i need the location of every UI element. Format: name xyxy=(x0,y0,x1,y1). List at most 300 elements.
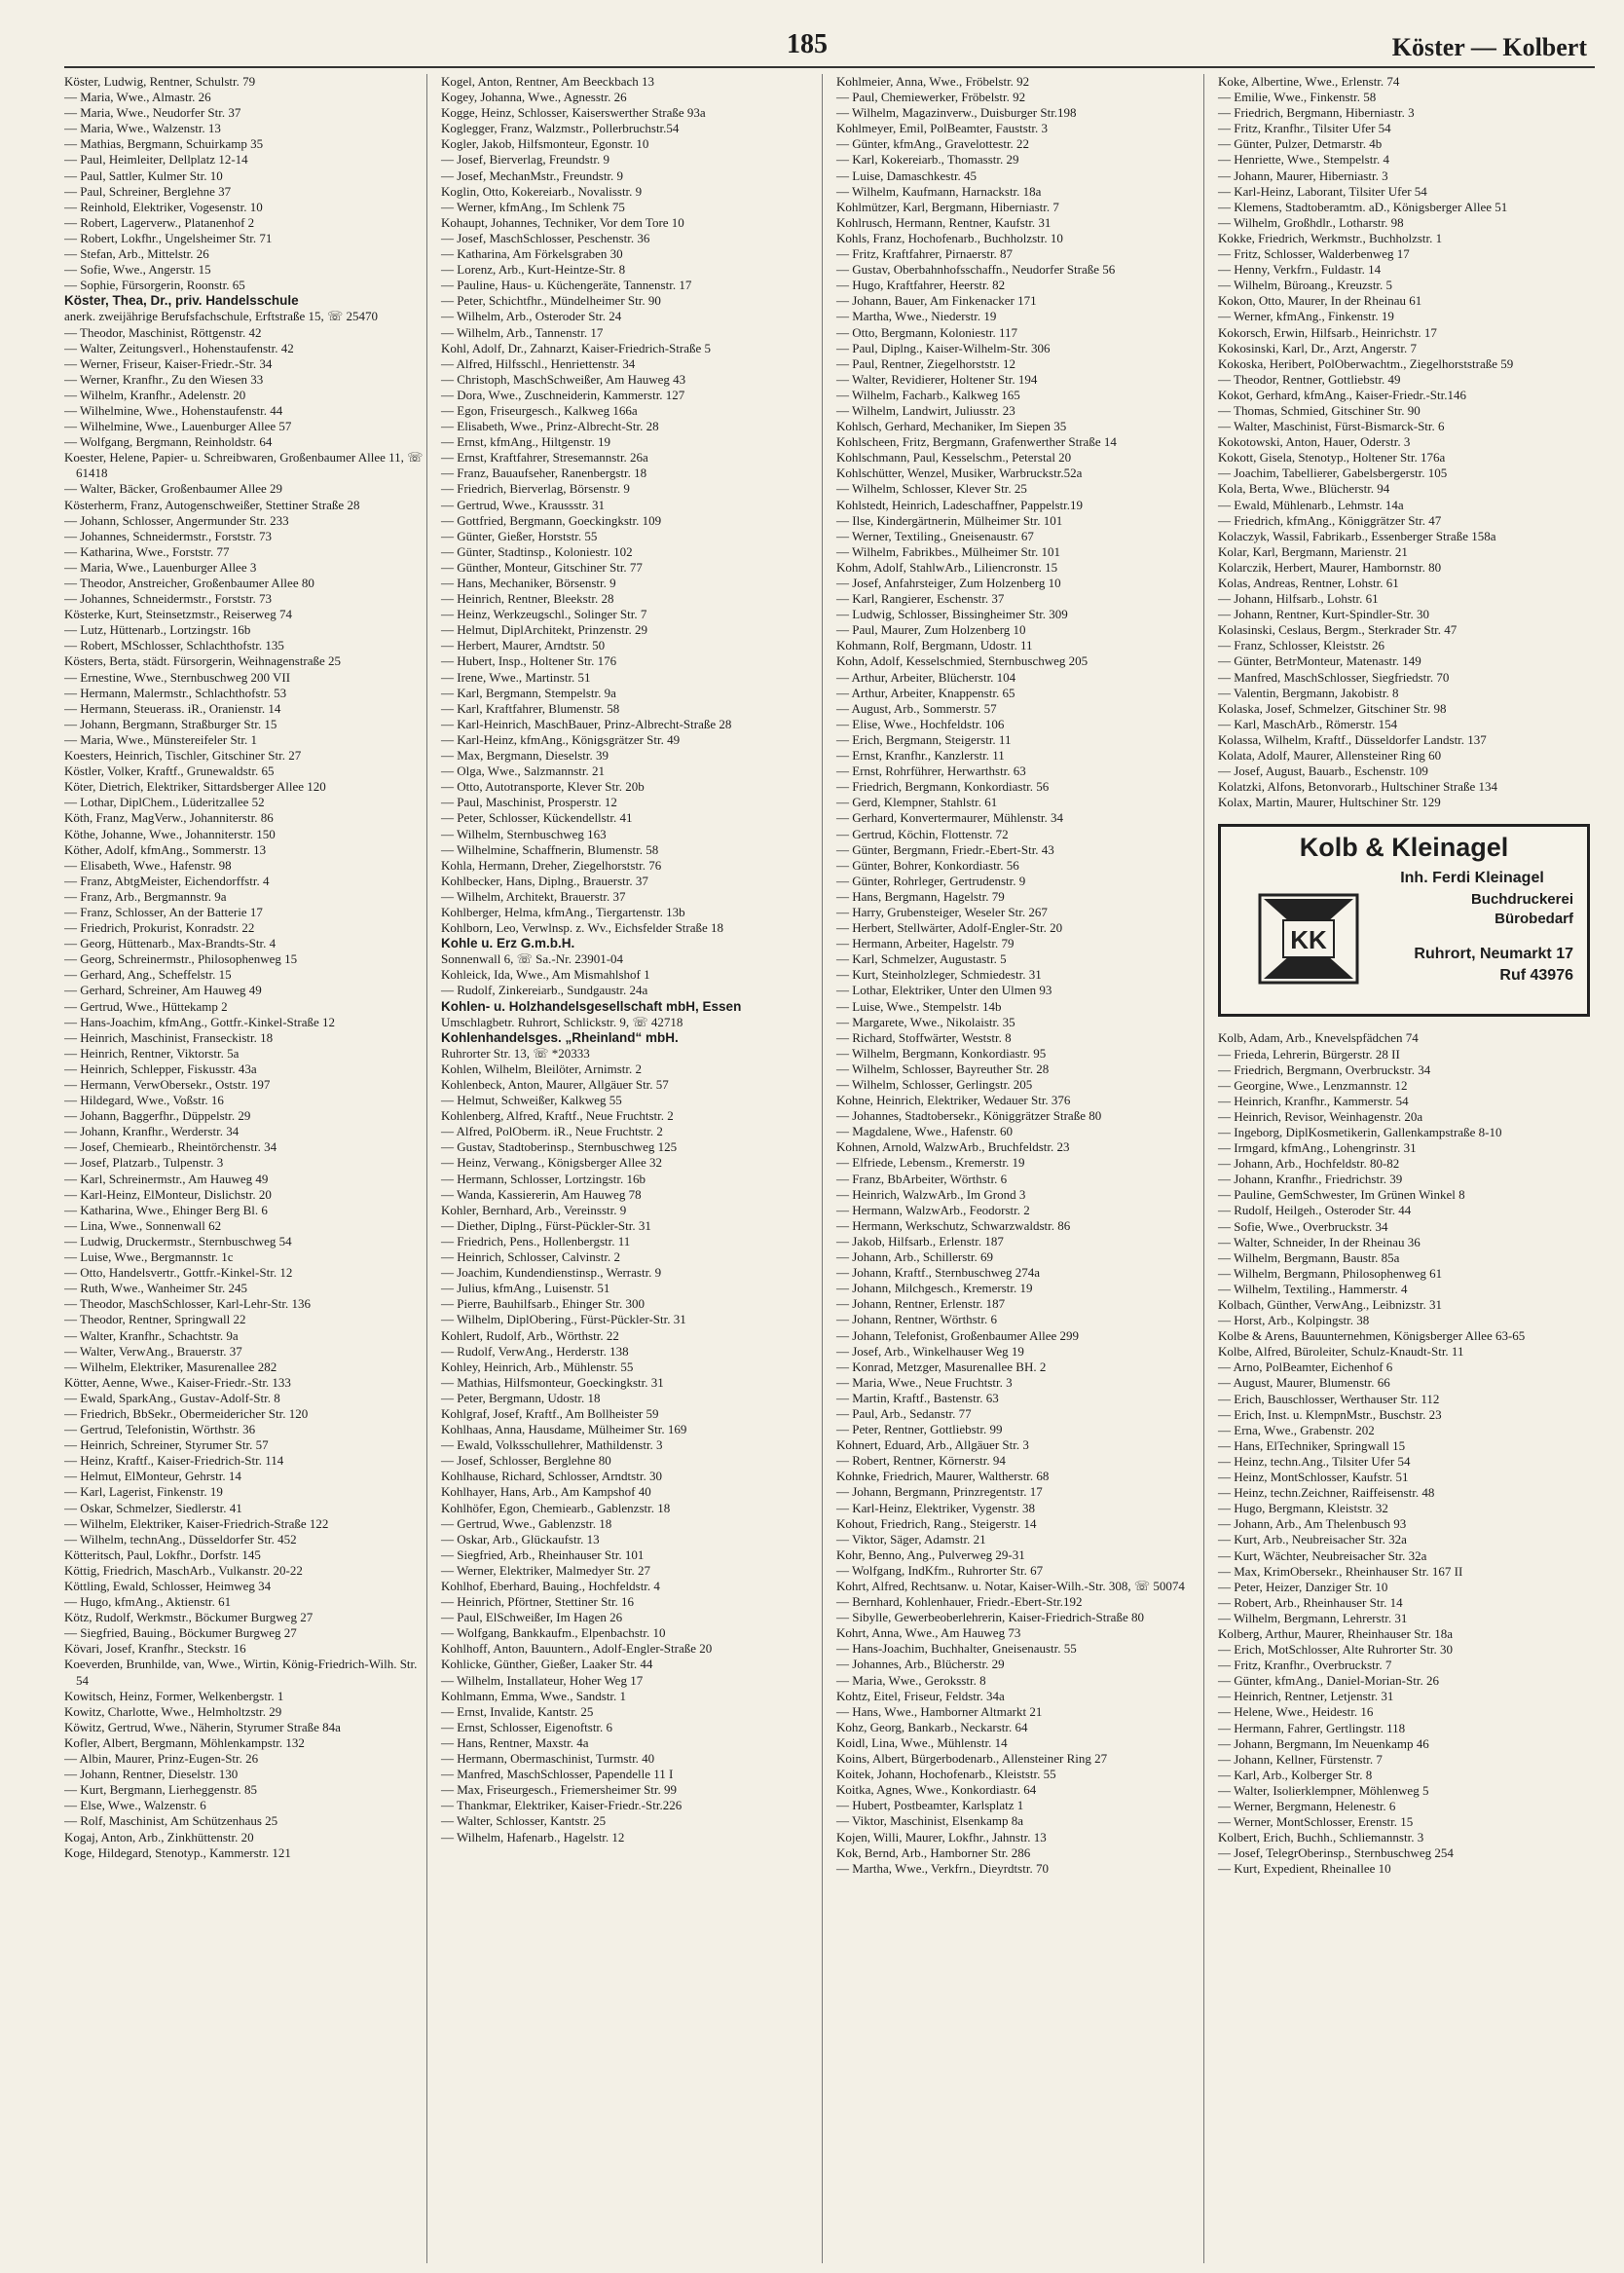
directory-entry: — Heinrich, Kranfhr., Kammerstr. 54 xyxy=(1218,1093,1409,1108)
directory-entry: — Günter, kfmAng., Gravelottestr. 22 xyxy=(836,136,1030,152)
directory-entry: — Josef, Schlosser, Berglehne 80 xyxy=(441,1453,611,1469)
directory-entry: Kohlschmann, Paul, Kesselschm., Peterstal 20 xyxy=(836,450,1072,466)
directory-entry: — Karl, Rangierer, Eschenstr. 37 xyxy=(836,591,1005,607)
directory-entry: — Franz, Arb., Bergmannstr. 9a xyxy=(64,888,227,904)
directory-entry: — Paul, Maurer, Zum Holzenberg 10 xyxy=(836,622,1026,638)
directory-entry: — Thankmar, Elektriker, Kaiser-Friedr.-Str.226 xyxy=(441,1798,683,1813)
directory-entry: Köstler, Volker, Kraftf., Grunewaldstr. 65 xyxy=(64,764,275,779)
directory-entry: — Karl-Heinz, ElMonteur, Dislichstr. 20 xyxy=(64,1186,272,1202)
directory-entry: — Johann, Bauer, Am Finkenacker 171 xyxy=(836,293,1037,309)
directory-entry: Kolarczik, Herbert, Maurer, Hambornstr. 80 xyxy=(1218,559,1442,575)
directory-entry: — Wilhelm, Großhdlr., Lotharstr. 98 xyxy=(1218,214,1404,230)
directory-entry: Kötter, Aenne, Wwe., Kaiser-Friedr.-Str. 133 xyxy=(64,1374,291,1390)
directory-entry: — Walter, Zeitungsverl., Hohenstaufenstr. 42 xyxy=(64,340,294,355)
directory-entry: — August, Maurer, Blumenstr. 66 xyxy=(1218,1375,1390,1391)
directory-entry: — Paul, Schreiner, Berglehne 37 xyxy=(64,183,232,199)
directory-entry: — Hugo, kfmAng., Aktienstr. 61 xyxy=(64,1594,232,1610)
directory-entry: Kolas, Andreas, Rentner, Lohstr. 61 xyxy=(1218,576,1399,590)
directory-entry: Kokon, Otto, Maurer, In der Rheinau 61 xyxy=(1218,293,1422,309)
directory-entry: — Johannes, Arb., Blücherstr. 29 xyxy=(836,1657,1005,1672)
directory-entry: — Wilhelm, Hafenarb., Hagelstr. 12 xyxy=(441,1829,625,1844)
directory-entry: — Wilhelm, Arb., Tannenstr. 17 xyxy=(441,324,604,340)
directory-entry: — Walter, Isolierklempner, Möhlenweg 5 xyxy=(1218,1782,1429,1798)
directory-entry: — Josef, MaschSchlosser, Peschenstr. 36 xyxy=(441,230,650,245)
directory-entry: Kohlsch, Gerhard, Mechaniker, Im Siepen 35 xyxy=(836,419,1067,434)
directory-entry: Kolberg, Arthur, Maurer, Rheinhauser Str. 18a xyxy=(1218,1625,1453,1641)
directory-entry: — Sofie, Wwe., Overbruckstr. 34 xyxy=(1218,1218,1388,1234)
directory-entry: — Friedrich, Bergmann, Hiberniastr. 3 xyxy=(1218,105,1415,121)
directory-entry: — Johann, Milchgesch., Kremerstr. 19 xyxy=(836,1281,1033,1296)
directory-entry: — Sibylle, Gewerbeoberlehrerin, Kaiser-Friedrich-Straße 80 xyxy=(836,1610,1144,1625)
directory-entry: — Paul, Diplng., Kaiser-Wilhelm-Str. 306 xyxy=(836,340,1051,355)
directory-entry: — Hans, Mechaniker, Börsenstr. 9 xyxy=(441,576,616,590)
ad-address: Ruhrort, Neumarkt 17 xyxy=(1414,946,1573,963)
directory-entry: — Hermann, Steuerass. iR., Oranienstr. 14 xyxy=(64,700,281,716)
directory-entry: Kohlhaas, Anna, Hausdame, Mülheimer Str. 169 xyxy=(441,1422,687,1437)
directory-entry: — Julius, kfmAng., Luisenstr. 51 xyxy=(441,1281,610,1296)
directory-entry: — Wolfgang, Bergmann, Reinholdstr. 64 xyxy=(64,434,273,450)
directory-entry: — Elise, Wwe., Hochfeldstr. 106 xyxy=(836,716,1005,731)
page-header xyxy=(0,0,1624,60)
directory-entry: — Klemens, Stadtoberamtm. aD., Königsberger Allee 51 xyxy=(1218,199,1508,214)
directory-entry: — Henriette, Wwe., Stempelstr. 4 xyxy=(1218,152,1389,168)
directory-entry: — Karl, MaschArb., Römerstr. 154 xyxy=(1218,716,1398,731)
directory-entry: — Günter, Bergmann, Friedr.-Ebert-Str. 43 xyxy=(836,841,1054,857)
directory-entry: — Erna, Wwe., Grabenstr. 202 xyxy=(1218,1422,1375,1437)
directory-entry: — Ludwig, Schlosser, Bissingheimer Str. 309 xyxy=(836,607,1068,622)
directory-entry: — Wanda, Kassiererin, Am Hauweg 78 xyxy=(441,1186,642,1202)
directory-entry: — Harry, Grubensteiger, Weseler Str. 267 xyxy=(836,904,1048,919)
directory-entry: — Maria, Wwe., Walzenstr. 13 xyxy=(64,121,221,136)
directory-entry: — Hubert, Insp., Holtener Str. 176 xyxy=(441,653,617,669)
directory-entry: Kötz, Rudolf, Werkmstr., Böckumer Burgweg 27 xyxy=(64,1610,314,1625)
directory-entry: — Wilhelm, Magazinverw., Duisburger Str.198 xyxy=(836,105,1077,121)
directory-entry: Kohnen, Arnold, WalzwArb., Bruchfeldstr. 23 xyxy=(836,1139,1070,1155)
directory-entry: — Walter, Bäcker, Großenbaumer Allee 29 xyxy=(64,481,283,497)
directory-entry: — Günter, Gießer, Horststr. 55 xyxy=(441,528,598,543)
directory-entry: — Wolfgang, IndKfm., Ruhrorter Str. 67 xyxy=(836,1562,1044,1578)
directory-entry: Kokoska, Heribert, PolOberwachtm., Ziegelhorststraße 59 xyxy=(1218,355,1514,371)
directory-entry: — Josef, TelegrOberinsp., Sternbuschweg 254 xyxy=(1218,1845,1454,1861)
directory-entry: — Gustav, Oberbahnhofsschaffn., Neudorfer Straße 56 xyxy=(836,262,1116,278)
directory-entry: — Ruth, Wwe., Wanheimer Str. 245 xyxy=(64,1281,248,1296)
directory-entry: — Günter, Pulzer, Detmarstr. 4b xyxy=(1218,136,1383,152)
directory-entry: Koglin, Otto, Kokereiarb., Novalisstr. 9 xyxy=(441,183,643,199)
directory-entry: — Ewald, Mühlenarb., Lehmstr. 14a xyxy=(1218,497,1404,512)
directory-entry: — Dora, Wwe., Zuschneiderin, Kammerstr. 127 xyxy=(441,387,685,402)
directory-entry: — Gerhard, Konvertermaurer, Mühlenstr. 34 xyxy=(836,810,1064,826)
directory-entry: — Kurt, Wächter, Neubreisacher Str. 32a xyxy=(1218,1547,1427,1563)
directory-entry: — Wilhelmine, Schaffnerin, Blumenstr. 58 xyxy=(441,841,659,857)
directory-entry: — Martha, Wwe., Verkfrn., Dieyrdtstr. 70 xyxy=(836,1860,1049,1876)
directory-entry: — Theodor, MaschSchlosser, Karl-Lehr-Str. 136 xyxy=(64,1296,311,1312)
directory-entry: — Hans-Joachim, Buchhalter, Gneisenaustr. 55 xyxy=(836,1641,1077,1657)
ad-business-1: Buchdruckerei xyxy=(1470,891,1573,909)
directory-entry: — Hermann, Arbeiter, Hagelstr. 79 xyxy=(836,936,1015,951)
directory-entry: — Johann, Kranfhr., Werderstr. 34 xyxy=(64,1124,240,1139)
directory-entry: — Ingeborg, DiplKosmetikerin, Gallenkampstraße 8-10 xyxy=(1218,1124,1502,1139)
directory-entry: Kohnke, Friedrich, Maurer, Waltherstr. 68 xyxy=(836,1469,1050,1484)
directory-entry: — Johann, Rentner, Kurt-Spindler-Str. 30 xyxy=(1218,607,1429,622)
directory-entry: — Bernhard, Kohlenhauer, Friedr.-Ebert-Str.192 xyxy=(836,1594,1083,1610)
directory-entry: — Maria, Wwe., Neudorfer Str. 37 xyxy=(64,105,241,121)
directory-entry: — Hans, Rentner, Maxstr. 4a xyxy=(441,1734,589,1750)
directory-entry: Kohtz, Eitel, Friseur, Feldstr. 34a xyxy=(836,1688,1005,1703)
directory-entry: — Helmut, ElMonteur, Gehrstr. 14 xyxy=(64,1469,241,1484)
directory-entry: Kohlmann, Emma, Wwe., Sandstr. 1 xyxy=(441,1688,627,1703)
directory-entry: Kohlhof, Eberhard, Bauing., Hochfeldstr. 4 xyxy=(441,1579,660,1593)
directory-entry: Koesters, Heinrich, Tischler, Gitschiner Str. 27 xyxy=(64,748,302,764)
directory-entry: Kohn, Adolf, Kesselschmied, Sternbuschweg 205 xyxy=(836,653,1089,669)
directory-entry: — Johann, Rentner, Dieselstr. 130 xyxy=(64,1767,239,1782)
directory-entry: — Robert, Arb., Rheinhauser Str. 14 xyxy=(1218,1594,1403,1610)
directory-entry: — Walter, Kranfhr., Schachtstr. 9a xyxy=(64,1327,239,1343)
directory-entry: — Elisabeth, Wwe., Hafenstr. 98 xyxy=(64,857,232,873)
directory-entry: — Reinhold, Elektriker, Vogesenstr. 10 xyxy=(64,199,263,214)
directory-entry: — Johann, Arb., Schillerstr. 69 xyxy=(836,1249,994,1265)
directory-entry: — Robert, Lokfhr., Ungelsheimer Str. 71 xyxy=(64,230,273,245)
directory-entry: — Karl-Heinz, Elektriker, Vygenstr. 38 xyxy=(836,1500,1035,1515)
directory-entry: — Wilhelm, Fabrikbes., Mülheimer Str. 101 xyxy=(836,543,1060,559)
directory-entry: — Kurt, Expedient, Rheinallee 10 xyxy=(1218,1861,1391,1877)
directory-entry: — Irmgard, kfmAng., Lohengrinstr. 31 xyxy=(1218,1140,1417,1156)
directory-entry: — Frieda, Lehrerin, Bürgerstr. 28 II xyxy=(1218,1046,1400,1062)
directory-entry: — Viktor, Säger, Adamstr. 21 xyxy=(836,1531,986,1546)
ad-phone: Ruf 43976 xyxy=(1499,967,1573,985)
directory-entry: — Wilhelm, Landwirt, Juliusstr. 23 xyxy=(836,402,1015,418)
directory-entry: — Hans, Bergmann, Hagelstr. 79 xyxy=(836,888,1005,904)
directory-columns xyxy=(64,74,1597,2263)
directory-entry: — Werner, kfmAng., Finkenstr. 19 xyxy=(1218,309,1394,324)
directory-heading-entry: Kohlen- u. Holzhandelsgesellschaft mbH, Essen xyxy=(441,998,742,1014)
directory-entry: — Georg, Schreinermstr., Philosophenweg 15 xyxy=(64,951,298,967)
directory-entry: — Paul, Sattler, Kulmer Str. 10 xyxy=(64,168,223,183)
directory-entry: — Mathias, Hilfsmonteur, Goeckingkstr. 31 xyxy=(441,1374,664,1390)
directory-entry: — Hugo, Kraftfahrer, Heerstr. 82 xyxy=(836,278,1006,293)
directory-entry: Kohlstedt, Heinrich, Ladeschaffner, Pappelstr.19 xyxy=(836,497,1084,512)
directory-entry: — Heinrich, Schreiner, Styrumer Str. 57 xyxy=(64,1437,269,1453)
directory-entry: — Otto, Bergmann, Koloniestr. 117 xyxy=(836,324,1017,340)
directory-entry: — Fritz, Kranfhr., Overbruckstr. 7 xyxy=(1218,1658,1392,1673)
directory-entry: — Heinrich, Schlepper, Fiskusstr. 43a xyxy=(64,1061,257,1076)
directory-entry: — Karl-Heinrich, MaschBauer, Prinz-Albrecht-Straße 28 xyxy=(441,716,732,731)
directory-entry: — Paul, Chemiewerker, Fröbelstr. 92 xyxy=(836,90,1026,105)
directory-entry: Kohlhause, Richard, Schlosser, Arndtstr. 30 xyxy=(441,1469,662,1484)
directory-entry: Kolax, Martin, Maurer, Hultschiner Str. 129 xyxy=(1218,795,1441,810)
directory-entry: Kokosinski, Karl, Dr., Arzt, Angerstr. 7 xyxy=(1218,340,1418,355)
directory-entry: — Alfred, Hilfsschl., Henriettenstr. 34 xyxy=(441,355,636,371)
directory-entry: Kolassa, Wilhelm, Kraftf., Düsseldorfer Landstr. 137 xyxy=(1218,731,1487,747)
directory-entry: — Olga, Wwe., Salzmannstr. 21 xyxy=(441,764,606,779)
directory-entry: — Gustav, Stadtoberinsp., Sternbuschweg 125 xyxy=(441,1139,678,1155)
directory-entry: — Max, Friseurgesch., Friemersheimer Str. 99 xyxy=(441,1782,678,1798)
ad-title: Kolb & Kleinagel xyxy=(1299,833,1509,863)
directory-entry: Koidl, Lina, Wwe., Mühlenstr. 14 xyxy=(836,1734,1008,1750)
directory-entry: Kolbach, Günther, VerwAng., Leibnizstr. 31 xyxy=(1218,1297,1442,1312)
directory-entry: — Karl, Schmelzer, Augustastr. 5 xyxy=(836,951,1007,967)
directory-entry: — Katharina, Am Förkelsgraben 30 xyxy=(441,246,623,262)
directory-entry: — Johann, Bergmann, Im Neuenkamp 46 xyxy=(1218,1735,1429,1751)
directory-entry: — Rudolf, Heilgeh., Osteroder Str. 44 xyxy=(1218,1203,1412,1218)
kk-logo-icon xyxy=(1250,885,1367,992)
directory-entry: — Diether, Diplng., Fürst-Pückler-Str. 31 xyxy=(441,1217,651,1233)
directory-entry: Köttig, Friedrich, MaschArb., Vulkanstr. 20-22 xyxy=(64,1562,303,1578)
directory-entry: — Alfred, PolOberm. iR., Neue Fruchtstr. 2 xyxy=(441,1124,663,1139)
directory-entry: — Günter, Rohrleger, Gertrudenstr. 9 xyxy=(836,873,1026,888)
directory-entry: — Johann, Kranfhr., Friedrichstr. 39 xyxy=(1218,1172,1403,1187)
directory-entry: — Peter, Bergmann, Udostr. 18 xyxy=(441,1390,601,1405)
directory-entry: — Johann, Bergmann, Prinzregentstr. 17 xyxy=(836,1484,1043,1500)
directory-entry: — Friedrich, BbSekr., Obermeidericher Str. 120 xyxy=(64,1405,309,1421)
directory-entry: — Wilhelm, Kaufmann, Harnackstr. 18a xyxy=(836,183,1042,199)
directory-entry: — Josef, Arb., Winkelhauser Weg 19 xyxy=(836,1343,1024,1359)
directory-entry: — Lothar, DiplChem., Lüderitzallee 52 xyxy=(64,795,265,810)
directory-entry: — Sofie, Wwe., Angerstr. 15 xyxy=(64,262,211,278)
directory-entry: — Maria, Wwe., Neue Fruchtstr. 3 xyxy=(836,1374,1013,1390)
directory-entry: — Hermann, Malermstr., Schlachthofstr. 53 xyxy=(64,685,287,700)
directory-entry: — Günter, Bohrer, Konkordiastr. 56 xyxy=(836,857,1019,873)
directory-entry: — Franz, AbtgMeister, Eichendorffstr. 4 xyxy=(64,873,270,888)
directory-entry: — Hermann, Obermaschinist, Turmstr. 40 xyxy=(441,1751,655,1767)
directory-entry: — Werner, Textiling., Gneisenaustr. 67 xyxy=(836,528,1034,543)
directory-entry: — Hans, ElTechniker, Springwall 15 xyxy=(1218,1437,1406,1453)
directory-entry: — Walter, Revidierer, Holtener Str. 194 xyxy=(836,371,1038,387)
directory-entry: — Johannes, Stadtobersekr., Königgrätzer Straße 80 xyxy=(836,1108,1102,1124)
directory-entry: — Walter, Schlosser, Kantstr. 25 xyxy=(441,1813,607,1829)
directory-entry: — Georg, Hüttenarb., Max-Brandts-Str. 4 xyxy=(64,936,277,951)
directory-entry: Kogler, Jakob, Hilfsmonteur, Egonstr. 10 xyxy=(441,136,649,152)
directory-entry: Kok, Bernd, Arb., Hamborner Str. 286 xyxy=(836,1844,1031,1860)
directory-entry: — Johann, Schlosser, Angermunder Str. 233 xyxy=(64,512,289,528)
directory-entry: — Maria, Wwe., Lauenburger Allee 3 xyxy=(64,559,257,575)
directory-entry: Ruhrorter Str. 13, ☏ *20333 xyxy=(441,1045,590,1061)
directory-entry: — Johann, Bergmann, Straßburger Str. 15 xyxy=(64,716,277,731)
directory-entry: — Ernst, Kranfhr., Kanzlerstr. 11 xyxy=(836,748,1005,764)
directory-entry: — Peter, Rentner, Gottliebstr. 99 xyxy=(836,1422,1003,1437)
directory-entry: — Arthur, Arbeiter, Knappenstr. 65 xyxy=(836,685,1015,700)
directory-entry: — Walter, Schneider, In der Rheinau 36 xyxy=(1218,1234,1421,1249)
directory-entry: Kohne, Heinrich, Elektriker, Wedauer Str. 376 xyxy=(836,1093,1071,1108)
directory-entry: — Wilhelm, Elektriker, Masurenallee 282 xyxy=(64,1359,277,1374)
directory-entry: — Katharina, Wwe., Ehinger Berg Bl. 6 xyxy=(64,1202,268,1217)
directory-entry: — Jakob, Hilfsarb., Erlenstr. 187 xyxy=(836,1233,1004,1248)
directory-entry: — Heinrich, Rentner, Bleekstr. 28 xyxy=(441,591,614,607)
directory-entry: — Karl, Bergmann, Stempelstr. 9a xyxy=(441,685,616,700)
directory-entry: Kötteritsch, Paul, Lokfhr., Dorfstr. 145 xyxy=(64,1546,261,1562)
directory-entry: Kohlmützer, Karl, Bergmann, Hiberniastr. 7 xyxy=(836,199,1059,214)
directory-entry: Kolbert, Erich, Buchh., Schliemannstr. 3 xyxy=(1218,1830,1424,1845)
directory-entry: Kohley, Heinrich, Arb., Mühlenstr. 55 xyxy=(441,1359,634,1374)
directory-entry: Kohlborn, Leo, Verwlnsp. z. Wv., Eichsfelder Straße 18 xyxy=(441,920,724,936)
directory-entry: — Rudolf, Zinkereiarb., Sundgaustr. 24a xyxy=(441,983,648,998)
directory-entry: — Max, Bergmann, Dieselstr. 39 xyxy=(441,748,609,764)
directory-entry: Kolaczyk, Wassil, Fabrikarb., Essenberger Straße 158a xyxy=(1218,528,1496,543)
directory-entry: — Günther, Monteur, Gitschiner Str. 77 xyxy=(441,559,643,575)
advertisement-kolb-kleinagel xyxy=(1218,824,1590,1017)
directory-entry: Köter, Dietrich, Elektriker, Sittardsberger Allee 120 xyxy=(64,779,326,795)
directory-entry: — Johann, Maurer, Hiberniastr. 3 xyxy=(1218,168,1388,183)
directory-entry: — Kurt, Arb., Neubreisacher Str. 32a xyxy=(1218,1532,1407,1547)
directory-entry: Koglegger, Franz, Walzmstr., Pollerbruchstr.54 xyxy=(441,121,680,136)
directory-entry: Kohlschütter, Wenzel, Musiker, Warbruckstr.52a xyxy=(836,466,1083,481)
directory-entry: — Wilhelm, Sternbuschweg 163 xyxy=(441,826,607,841)
directory-entry: — Wilhelmine, Wwe., Lauenburger Allee 57 xyxy=(64,419,292,434)
directory-entry: — Viktor, Maschinist, Elsenkamp 8a xyxy=(836,1813,1023,1829)
directory-entry: — Hermann, Schlosser, Lortzingstr. 16b xyxy=(441,1171,646,1186)
directory-entry: — Wilhelm, Bergmann, Philosophenweg 61 xyxy=(1218,1265,1443,1281)
ad-business-2: Bürobedarf xyxy=(1495,911,1573,928)
directory-entry: — Theodor, Rentner, Springwall 22 xyxy=(64,1312,246,1327)
directory-entry: — Ewald, Volksschullehrer, Mathildenstr. 3 xyxy=(441,1437,663,1453)
directory-entry: — Friedrich, Bergmann, Konkordiastr. 56 xyxy=(836,779,1050,795)
directory-entry: — Hildegard, Wwe., Voßstr. 16 xyxy=(64,1093,224,1108)
directory-entry: — Wilhelm, DiplObering., Fürst-Pückler-Str. 31 xyxy=(441,1312,686,1327)
directory-entry: — Günter, kfmAng., Daniel-Morian-Str. 26 xyxy=(1218,1673,1439,1689)
directory-entry: Kokot, Gerhard, kfmAng., Kaiser-Friedr.-Str.146 xyxy=(1218,387,1466,402)
directory-entry: anerk. zweijährige Berufsfachschule, Erftstraße 15, ☏ 25470 xyxy=(64,309,378,324)
directory-entry: — Johann, Kraftf., Sternbuschweg 274a xyxy=(836,1265,1041,1281)
directory-entry: — Konrad, Metzger, Masurenallee BH. 2 xyxy=(836,1359,1047,1374)
directory-entry: — Wilhelm, Installateur, Hoher Weg 17 xyxy=(441,1672,644,1688)
directory-entry: — Walter, Maschinist, Fürst-Bismarck-Str. 6 xyxy=(1218,419,1445,434)
directory-entry: — Joachim, Kundendienstinsp., Werrastr. 9 xyxy=(441,1265,662,1281)
directory-entry: Koge, Hildegard, Stenotyp., Kammerstr. 121 xyxy=(64,1844,291,1860)
directory-entry: — Erich, Bergmann, Steigerstr. 11 xyxy=(836,731,1012,747)
directory-entry: — Heinrich, Rentner, Viktorstr. 5a xyxy=(64,1045,240,1061)
directory-entry: — Peter, Schichtfhr., Mündelheimer Str. 90 xyxy=(441,293,661,309)
directory-entry: — Gerhard, Ang., Scheffelstr. 15 xyxy=(64,967,232,983)
directory-entry: — Franz, BbArbeiter, Wörthstr. 6 xyxy=(836,1171,1008,1186)
directory-entry: Umschlagbetr. Ruhrort, Schlickstr. 9, ☏ 42718 xyxy=(441,1014,683,1029)
directory-entry: — Robert, Rentner, Körnerstr. 94 xyxy=(836,1453,1006,1469)
directory-entry: Kösterke, Kurt, Steinsetzmstr., Reiserweg 74 xyxy=(64,607,292,622)
directory-entry: — Maria, Wwe., Geroksstr. 8 xyxy=(836,1672,986,1688)
directory-entry: — Gertrud, Wwe., Gablenzstr. 18 xyxy=(441,1515,612,1531)
directory-entry: — Heinrich, Pförtner, Stettiner Str. 16 xyxy=(441,1594,635,1610)
directory-entry: — Paul, Heimleiter, Dellplatz 12-14 xyxy=(64,152,248,168)
directory-entry: — Franz, Schlosser, An der Batterie 17 xyxy=(64,904,263,919)
directory-entry: Köttling, Ewald, Schlosser, Heimweg 34 xyxy=(64,1579,272,1593)
directory-entry: — Heinz, MontSchlosser, Kaufstr. 51 xyxy=(1218,1470,1409,1485)
directory-entry: — Hermann, Fahrer, Gertlingstr. 118 xyxy=(1218,1720,1406,1735)
directory-entry: — Sophie, Fürsorgerin, Roonstr. 65 xyxy=(64,278,245,293)
directory-entry: Kohlenberg, Alfred, Kraftf., Neue Fruchtstr. 2 xyxy=(441,1108,674,1124)
directory-entry: Kohr, Benno, Ang., Pulverweg 29-31 xyxy=(836,1546,1025,1562)
directory-entry: Kokorsch, Erwin, Hilfsarb., Heinrichstr. 17 xyxy=(1218,324,1437,340)
directory-entry: — Maria, Wwe., Münstereifeler Str. 1 xyxy=(64,731,257,747)
directory-entry: — Josef, Platzarb., Tulpenstr. 3 xyxy=(64,1155,224,1171)
directory-entry: — Helene, Wwe., Heidestr. 16 xyxy=(1218,1704,1374,1720)
directory-entry: Kogaj, Anton, Arb., Zinkhüttenstr. 20 xyxy=(64,1829,254,1844)
directory-entry: — Peter, Heizer, Danziger Str. 10 xyxy=(1218,1579,1388,1594)
directory-entry: — Wilhelm, Elektriker, Kaiser-Friedrich-Straße 122 xyxy=(64,1515,329,1531)
directory-entry: — Wilhelm, technAng., Düsseldorfer Str. 452 xyxy=(64,1531,297,1546)
directory-entry: — Wilhelm, Facharb., Kalkweg 165 xyxy=(836,387,1020,402)
directory-entry: Kohrt, Anna, Wwe., Am Hauweg 73 xyxy=(836,1625,1021,1641)
directory-entry: Kohz, Georg, Bankarb., Neckarstr. 64 xyxy=(836,1719,1028,1734)
directory-entry: — Wolfgang, Bankkaufm., Elpenbachstr. 10 xyxy=(441,1625,666,1641)
directory-heading-entry: Kohlenhandelsges. „Rheinland“ mbH. xyxy=(441,1029,679,1045)
directory-entry: — Ilse, Kindergärtnerin, Mülheimer Str. 101 xyxy=(836,512,1063,528)
directory-entry: — Pierre, Bauhilfsarb., Ehinger Str. 300 xyxy=(441,1296,646,1312)
directory-entry: — Elfriede, Lebensm., Kremerstr. 19 xyxy=(836,1155,1025,1171)
directory-entry: — Heinrich, Revisor, Weinhagenstr. 20a xyxy=(1218,1108,1423,1124)
directory-entry: — Franz, Bauaufseher, Ranenbergstr. 18 xyxy=(441,466,647,481)
directory-entry: — Elisabeth, Wwe., Prinz-Albrecht-Str. 28 xyxy=(441,419,659,434)
directory-entry: Kowitsch, Heinz, Former, Welkenbergstr. 1 xyxy=(64,1688,284,1703)
directory-entry: Kohlbecker, Hans, Diplng., Brauerstr. 37 xyxy=(441,873,648,888)
directory-entry: — Erich, Inst. u. KlempnMstr., Buschstr. 23 xyxy=(1218,1406,1442,1422)
directory-entry: — Erich, MotSchlosser, Alte Ruhrorter Str. 30 xyxy=(1218,1642,1454,1658)
directory-heading-entry: Kohle u. Erz G.m.b.H. xyxy=(441,936,575,951)
directory-entry: — Werner, MontSchlosser, Erenstr. 15 xyxy=(1218,1814,1414,1830)
directory-entry: — Lutz, Hüttenarb., Lortzingstr. 16b xyxy=(64,622,251,638)
directory-entry: — Mathias, Bergmann, Schuirkamp 35 xyxy=(64,136,264,152)
directory-entry: Köther, Adolf, kfmAng., Sommerstr. 13 xyxy=(64,841,267,857)
directory-entry: Kohlmeier, Anna, Wwe., Fröbelstr. 92 xyxy=(836,74,1030,89)
directory-entry: — Gerd, Klempner, Stahlstr. 61 xyxy=(836,795,998,810)
directory-entry: — Karl-Heinz, Laborant, Tilsiter Ufer 54 xyxy=(1218,183,1427,199)
directory-entry: — Walter, VerwAng., Brauerstr. 37 xyxy=(64,1343,242,1359)
directory-entry: — Johann, Rentner, Erlenstr. 187 xyxy=(836,1296,1006,1312)
directory-entry: Kolata, Adolf, Maurer, Allensteiner Ring 60 xyxy=(1218,748,1442,764)
header-rule xyxy=(64,66,1595,68)
directory-entry: Kohlscheen, Fritz, Bergmann, Grafenwerther Straße 14 xyxy=(836,434,1117,450)
directory-entry: — Maria, Wwe., Almastr. 26 xyxy=(64,90,211,105)
directory-entry: Köthe, Johanne, Wwe., Johanniterstr. 150 xyxy=(64,826,276,841)
directory-entry: — Friedrich, Prokurist, Konradstr. 22 xyxy=(64,920,255,936)
directory-entry: — Ernst, Schlosser, Eigenoftstr. 6 xyxy=(441,1719,613,1734)
directory-entry: Kohlicke, Günther, Gießer, Laaker Str. 44 xyxy=(441,1657,653,1672)
directory-entry: — Werner, kfmAng., Im Schlenk 75 xyxy=(441,199,625,214)
column-1 xyxy=(64,74,426,2263)
directory-entry: Kösters, Berta, städt. Fürsorgerin, Weihnagenstraße 25 xyxy=(64,653,342,669)
directory-entry: — Hermann, Werkschutz, Schwarzwaldstr. 86 xyxy=(836,1217,1071,1233)
directory-entry: Kohlberger, Helma, kfmAng., Tiergartenstr. 13b xyxy=(441,904,685,919)
directory-entry: Kohlgraf, Josef, Kraftf., Am Bollheister 59 xyxy=(441,1405,659,1421)
directory-entry: — Horst, Arb., Kolpingstr. 38 xyxy=(1218,1313,1370,1328)
directory-entry: — Lorenz, Arb., Kurt-Heintze-Str. 8 xyxy=(441,262,626,278)
directory-entry: — Wilhelm, Bergmann, Baustr. 85a xyxy=(1218,1249,1400,1265)
directory-entry: — Heinrich, Schlosser, Calvinstr. 2 xyxy=(441,1249,620,1265)
directory-entry: Koester, Helene, Papier- u. Schreibwaren, Großenbaumer Allee 11, ☏ 61418 xyxy=(64,450,424,481)
directory-entry: — Josef, Bierverlag, Freundstr. 9 xyxy=(441,152,609,168)
directory-entry: Kohm, Adolf, StahlwArb., Liliencronstr. 15 xyxy=(836,559,1058,575)
column-3 xyxy=(822,74,1199,2263)
directory-entry: — Gertrud, Wwe., Hüttekamp 2 xyxy=(64,998,228,1014)
directory-entry: Kohler, Bernhard, Arb., Vereinsstr. 9 xyxy=(441,1202,627,1217)
directory-entry: — Margarete, Wwe., Nikolaistr. 35 xyxy=(836,1014,1015,1029)
directory-entry: — Wilhelm, Schlosser, Bayreuther Str. 28 xyxy=(836,1061,1050,1076)
directory-entry: — Franz, Schlosser, Kleiststr. 26 xyxy=(1218,638,1384,653)
directory-entry: Kohls, Franz, Hochofenarb., Buchholzstr. 10 xyxy=(836,230,1063,245)
directory-entry: — Heinz, techn.Ang., Tilsiter Ufer 54 xyxy=(1218,1453,1411,1469)
directory-entry: — Wilhelm, Schlosser, Klever Str. 25 xyxy=(836,481,1027,497)
directory-entry: — Joachim, Tabellierer, Gabelsbergerstr. 105 xyxy=(1218,466,1448,481)
directory-entry: — Egon, Friseurgesch., Kalkweg 166a xyxy=(441,402,638,418)
directory-entry: Kofler, Albert, Bergmann, Möhlenkampstr. 132 xyxy=(64,1734,305,1750)
directory-entry: — Josef, MechanMstr., Freundstr. 9 xyxy=(441,168,624,183)
directory-entry: — Hermann, WalzwArb., Feodorstr. 2 xyxy=(836,1202,1030,1217)
directory-entry: — Robert, Lagerverw., Platanenhof 2 xyxy=(64,214,255,230)
directory-entry: — Werner, Elektriker, Malmedyer Str. 27 xyxy=(441,1562,651,1578)
directory-entry: Kövari, Josef, Kranfhr., Steckstr. 16 xyxy=(64,1641,246,1657)
directory-entry: Kokott, Gisela, Stenotyp., Holtener Str. 176a xyxy=(1218,450,1446,466)
directory-entry: — Georgine, Wwe., Lenzmannstr. 12 xyxy=(1218,1077,1408,1093)
directory-entry: — Karl-Heinz, kfmAng., Königsgrätzer Str. 49 xyxy=(441,731,681,747)
directory-entry: — Theodor, Anstreicher, Großenbaumer Allee 80 xyxy=(64,576,314,590)
directory-entry: — Johann, Arb., Am Thelenbusch 93 xyxy=(1218,1516,1407,1532)
